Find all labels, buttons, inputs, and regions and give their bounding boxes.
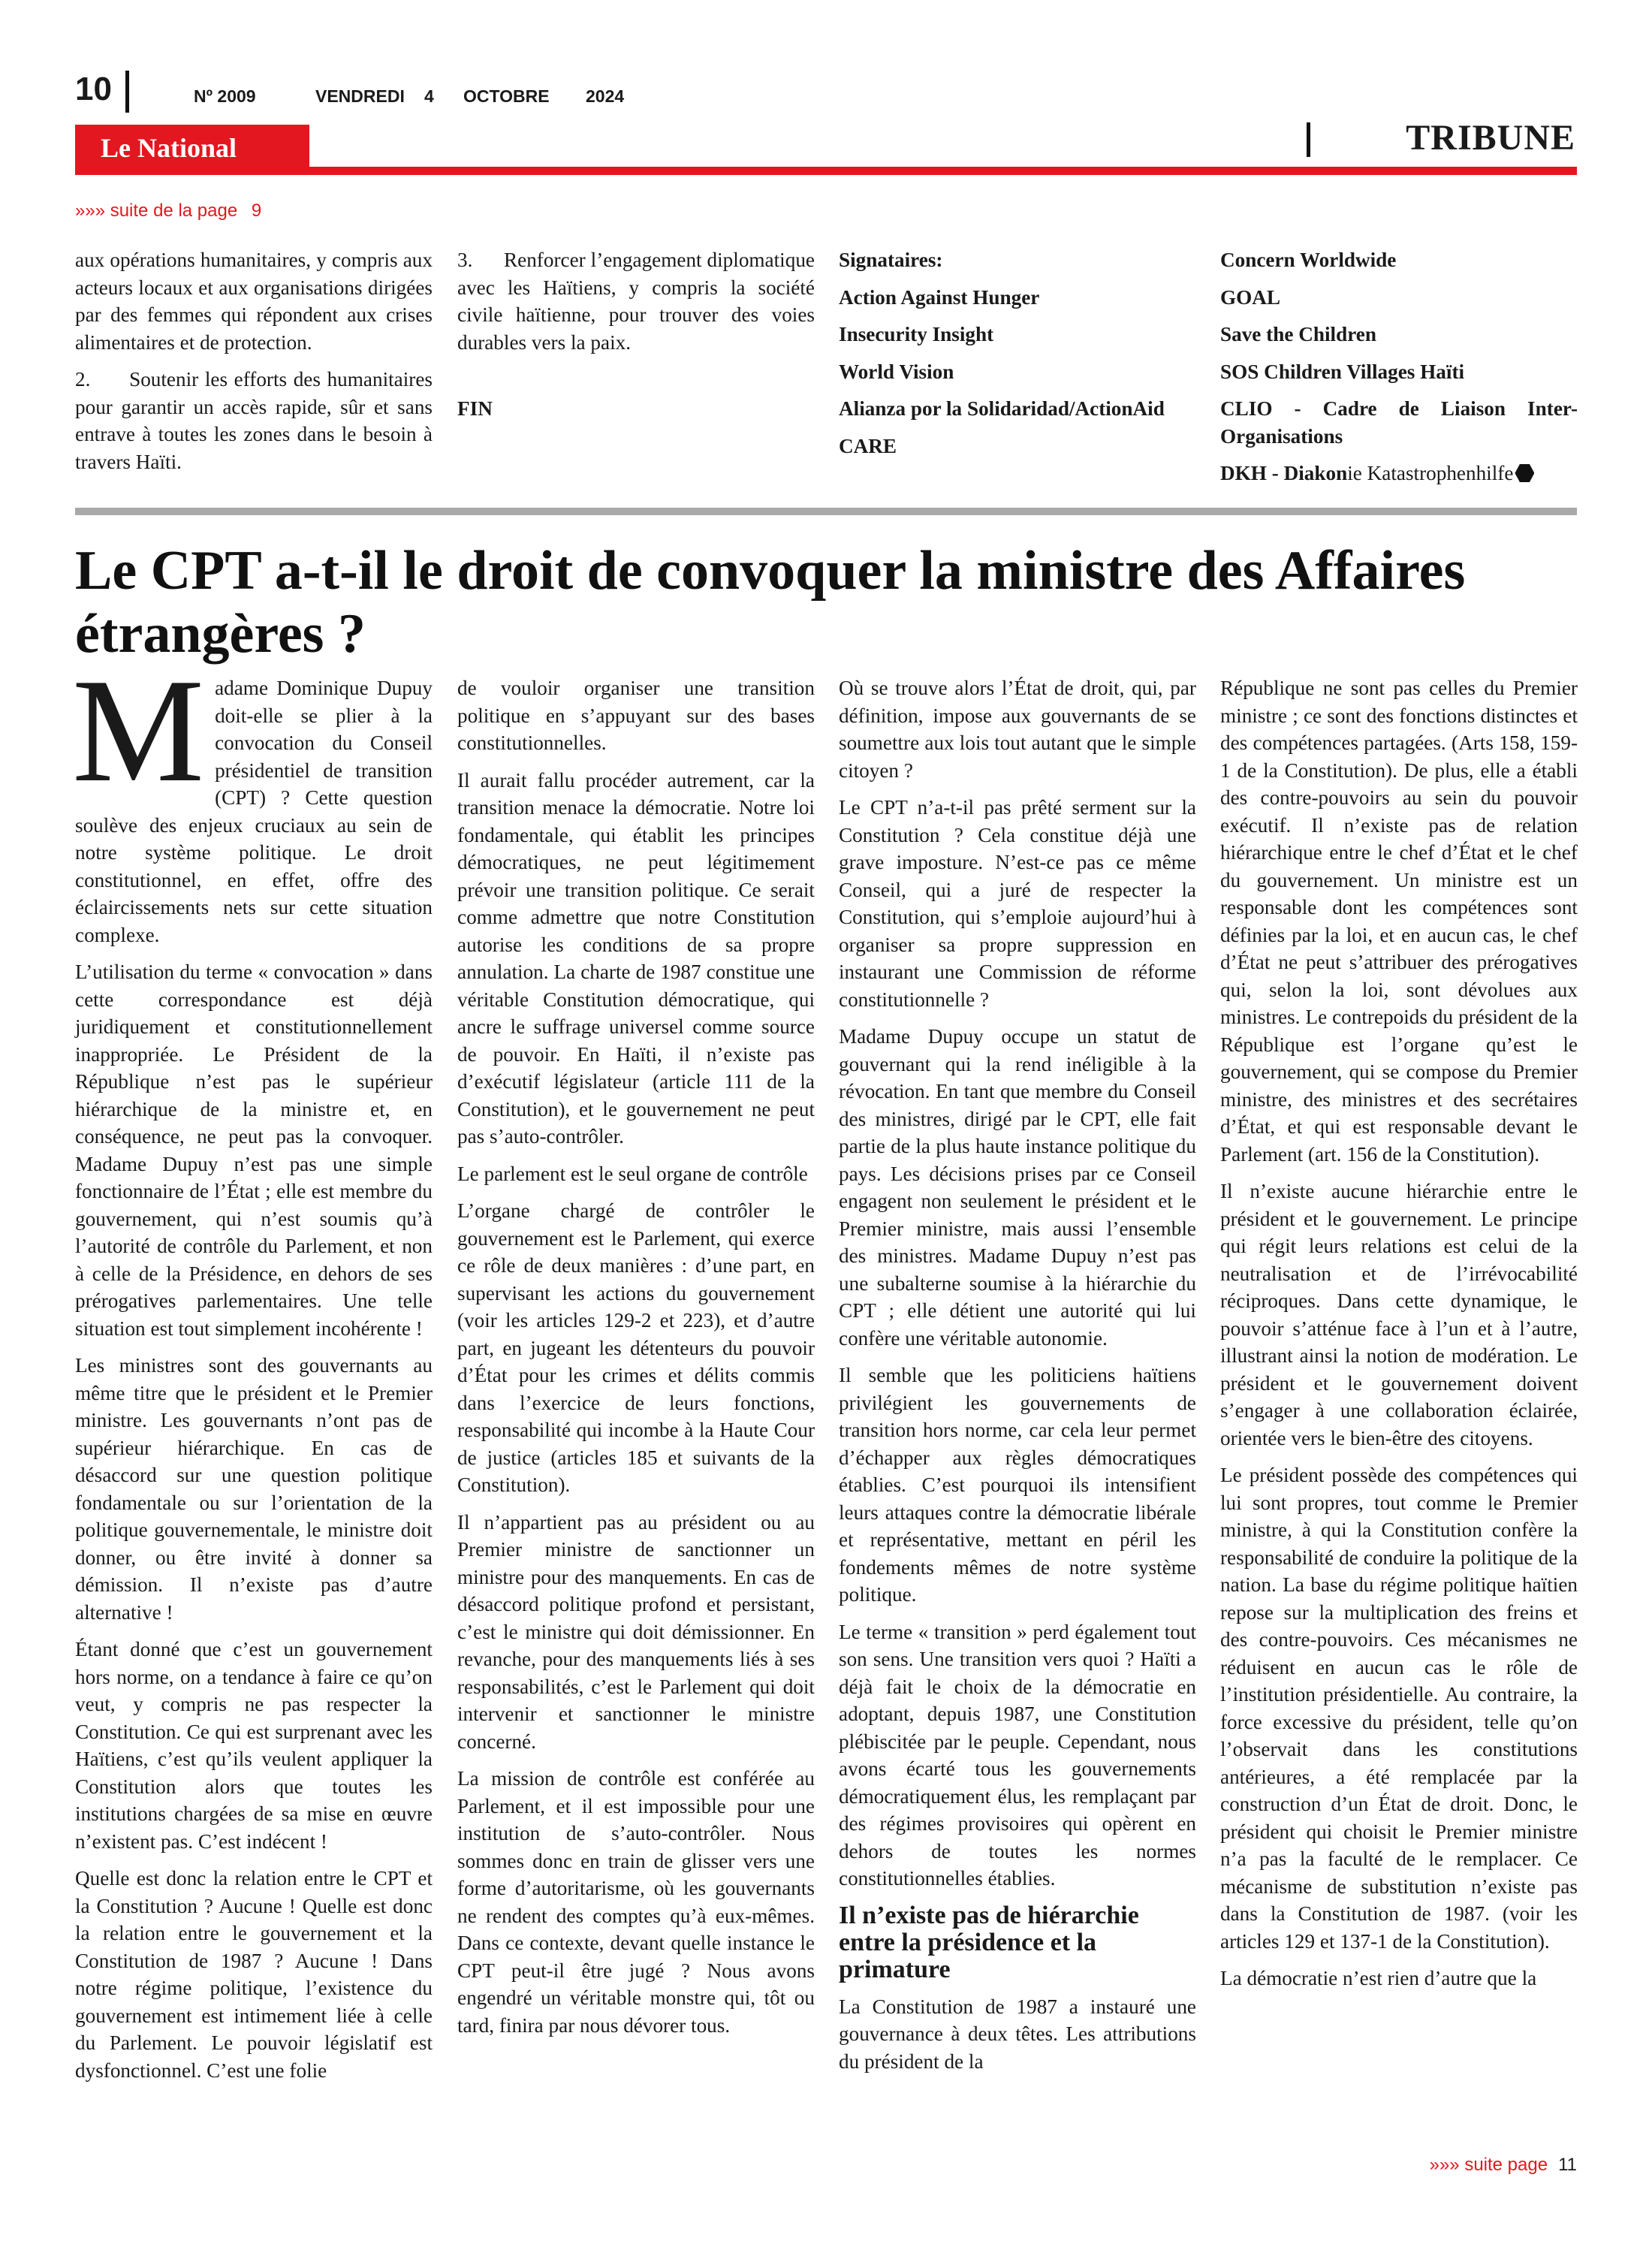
paragraph: La mission de contrôle est conférée au Parlement, et il est impossible pour une institution de s’auto-contrôler. Nous sommes donc en train de glisser vers une forme d’autoritarisme, où les gouvernants ne rendent des comptes qu’à eux-mêmes. Dans ce contexte, devant quelle instance le CPT peut-il être jugé ? Nous avons engendré un véritable monstre qui, tôt ou tard, finira par nous dévorer tous. (457, 1767, 815, 2037)
paragraph: Le président possède des compétences qui lui sont propres, tout comme le Premier ministre, à qui la Constitution confère la responsabilité de conduire la politique de la nation. La base du régime politique haïtien repose sur la multiplication des freins et des contre-pouvoirs. Ces mécanismes ne réduisent en aucun cas le rôle de l’institution présidentielle. Au contraire, la force excessive du président, telle qu’on l’observait dans les constitutions antérieures, a été remplacée par la construction d’un État de droit. Donc, le président qui choisit le Premier ministre n’a pas la faculté de le remplacer. Ce mécanisme de substitution n’existe pas dans la Constitution de 1987. (voir les articles 129 et 137-1 de la Constitution). (1220, 1464, 1578, 1953)
continued-to-label: »»» suite page (1429, 2155, 1548, 2175)
paragraph: 3. Renforcer l’engagement diplomatique avec les Haïtiens, y compris la société civile haïtienne, pour trouver des voies durables vers la paix. (457, 249, 815, 354)
article-col3 (839, 674, 1196, 2075)
dropcap: M (72, 648, 205, 813)
paragraph: aux opérations humanitaires, y compris aux acteurs locaux et aux organisations dirigées par des femmes qui répondent aux crises alimentaires et de protection. (75, 249, 433, 354)
paragraph: Étant donné que c’est un gouvernement hors norme, on a tendance à faire ce qu’on veut, y compris ne pas respecter la Constitution. Ce qui est surprenant avec les Haïtiens, c’est qu’ils veulent appliquer la Constitution alors que toutes les institutions chargées de sa mise en œuvre n’existent pas. C’est indécent ! (75, 1638, 433, 1853)
paragraph: 2. Soutenir les efforts des humanitaires pour garantir un accès rapide, sûr et sans entrave à toutes les zones dans le besoin à travers Haïti. (75, 368, 433, 473)
continued-from-page: 9 (251, 201, 262, 221)
article-separator (75, 508, 1577, 515)
paragraph: L’utilisation du terme « convocation » dans cette correspondance est déjà juridiquement et constitutionnellement inappropriée. Le Président de la République n’est pas le supérieur hiérarchique de la ministre et, en conséquence, ne peut pas la convoquer. Madame Dupuy n’est pas une simple fonctionnaire de l’État ; elle est membre du gouvernement, qui n’est soumis qu’à l’autorité de contrôle du Parlement, et non à celle de la Présidence, en dehors de ses prérogatives parlementaires. Une telle situation est tout simplement incohérente ! (75, 961, 433, 1340)
signatory-last-regular: ie Katastrophenhilfe (1347, 462, 1514, 484)
paragraph: L’organe chargé de contrôler le gouvernement est le Parlement, qui exerce ce rôle de deux manières : d’une part, en supervisant les actions du gouvernement (voir les articles 129-2 et 223), et d’autre part, en jugeant les détenteurs du pouvoir d’État pour les crimes et délits commis dans l’exercice de leurs fonctions, responsabilité qui incombe à la Haute Cour de justice (articles 185 et suivants de la Constitution). (457, 1199, 815, 1496)
paragraph: Il semble que les politiciens haïtiens privilégient les gouvernements de transition hors norme, car cela leur permet d’échapper aux règles démocratiques établies. C’est pourquoi ils intensifient leurs attaques contre la démocratie libérale et représentative, mettant en péril les fondements mêmes de notre système politique. (839, 1364, 1196, 1606)
section-divider (1307, 122, 1310, 157)
continued-to-page: 11 (1558, 2155, 1577, 2175)
lead-paragraph (72, 648, 433, 949)
article-headline: Le CPT a-t-il le droit de convoquer la ministre des Affaires étrangères ? (75, 540, 1466, 665)
signatory: World Vision (839, 360, 954, 383)
date-day: 4 (424, 86, 434, 106)
signatory: CARE (839, 434, 897, 457)
signatory: Save the Children (1220, 323, 1376, 345)
subheading: Il n’existe pas de hiérarchie entre la présidence et la primature (839, 1901, 1139, 1983)
date-weekday: VENDREDI (315, 86, 405, 106)
issue-number: Nº 2009 (194, 86, 256, 106)
header-red-rule (75, 167, 1577, 175)
section-title: TRIBUNE (1406, 118, 1575, 158)
signatories-col1 (839, 246, 1196, 460)
article-col2 (457, 674, 815, 2039)
paragraph: Il n’appartient pas au président ou au Premier ministre de sanctionner un ministre pour des manquements. En cas de désaccord politique profond et persistant, c’est le ministre qui doit démissionner. En revanche, pour des manquements liés à ses responsabilités, c’est le Parlement qui doit intervenir et sanctionner le ministre concerné. (457, 1510, 815, 1753)
signatory: Insecurity Insight (839, 323, 994, 345)
signatory: GOAL (1220, 285, 1281, 309)
continued-from[interactable] (75, 200, 261, 222)
paragraph: La démocratie n’est rien d’autre que la (1220, 1967, 1537, 1989)
continued-to[interactable] (1430, 2154, 1577, 2176)
paragraph: Il aurait fallu procéder autrement, car la transition menace la démocratie. Notre loi fondamentale, qui établit les principes démocratiques, ne peut légitimement prévoir une transition politique. Ce serait comme admettre que notre Constitution autorise les conditions de sa propre annulation. La charte de 1987 constitue une véritable Constitution démocratique, qui ancre le suffrage universel comme source de pouvoir. En Haïti, il n’existe pas d’exécutif législateur (article 111 de la Constitution), et le gouvernement ne peut pas s’auto-contrôler. (457, 768, 815, 1148)
paragraph: Quelle est donc la relation entre le CPT et la Constitution ? Aucune ! Quelle est donc la relation entre le gouvernement et la Constitution de 1987 ? Aucune ! Dans notre régime politique, l’existence du gouvernement est intimement liée à celle du Parlement. Le pouvoir législatif est dysfonctionnel. C’est une folie (75, 1867, 433, 2082)
signatory-last-bold: DKH - Diakon (1220, 462, 1348, 484)
signatory: CLIO - Cadre de Liaison Inter-Organisations (1220, 397, 1578, 448)
paragraph: Madame Dupuy occupe un statut de gouvernant qui la rend inéligible à la révocation. En tant que membre du Conseil des ministres, dirigé par le CPT, elle fait partie de la plus haute instance politique du pays. Les décisions prises par ce Conseil engagent non seulement le président et le Premier ministre, mais aussi l’ensemble des ministres. Madame Dupuy n’est pas une subalterne soumise à la hiérarchie du CPT ; elle détient une autorité qui lui confère une véritable autonomie. (839, 1025, 1196, 1350)
header-divider (125, 71, 129, 113)
signatory: Action Against Hunger (839, 285, 1040, 309)
end-diamond-icon (1515, 464, 1534, 482)
lead-text: adame Dominique Dupuy doit-elle se plier à la convocation du Conseil présidentiel de transition (CPT) ? Cette question soulève des enjeux cruciaux au sein de notre système politique. Le droit constitutionnel, en effet, offre des éclaircissements nets sur cette situation complexe. (75, 677, 433, 946)
paragraph: Le CPT n’a-t-il pas prêté serment sur la Constitution ? Cela constitue déjà une grave imposture. N’est-ce pas ce même Conseil, qui a juré de respecter la Constitution, qui s’emploie aujourd’hui à organiser sa propre suppression en instaurant une Commission de réforme constitutionnelle ? (839, 796, 1196, 1011)
article-col1 (72, 648, 433, 2084)
signatory-last (1220, 460, 1578, 487)
signatory: SOS Children Villages Haïti (1220, 360, 1465, 383)
signatory: Alianza por la Solidaridad/ActionAid (839, 397, 1165, 420)
signatory: Concern Worldwide (1220, 249, 1397, 271)
previous-article-col2 (457, 246, 815, 423)
paragraph: République ne sont pas celles du Premier ministre ; ce sont des fonctions distinctes et des compétences partagées. (Arts 158, 159-1 de la Constitution). De plus, elle a établi des contre-pouvoirs au sein du pouvoir exécutif. Il n’existe pas de relation hiérarchique entre le chef d’État et le chef du gouvernement. Un ministre est un responsable dont les compétences sont définies par la loi, et en aucun cas, le chef d’État ne peut s’attribuer des prérogatives qui, selon la loi, sont dévolues aux ministres. Le contrepoids du président de la République est l’organe qu’est le gouvernement, qui se compose du Premier ministre, des ministres et des secrétaires d’État, et qui est responsable devant le Parlement (art. 156 de la Constitution). (1220, 677, 1578, 1166)
signatories-title: Signataires: (839, 249, 943, 271)
previous-article-col1 (75, 246, 433, 475)
paragraph: Le terme « transition » perd également tout son sens. Une transition vers quoi ? Haïti a déjà fait le choix de la démocratie en adoptant, depuis 1987, une Constitution plébiscitée par le peuple. Cependant, nous avons écarté tous les gouvernements démocratiquement élus, les remplaçant par des régimes provisoires qui opèrent en dehors de toutes les normes constitutionnelles établies. (839, 1620, 1196, 1890)
paragraph: Où se trouve alors l’État de droit, qui, par définition, impose aux gouvernants de se soumettre aux lois tout autant que le simple citoyen ? (839, 677, 1196, 782)
continued-from-label: »»» suite de la page (75, 201, 238, 221)
paragraph: La Constitution de 1987 a instauré une gouvernance à deux têtes. Les attributions du président de la (839, 1995, 1196, 2073)
end-marker-text: FIN (457, 397, 493, 420)
date-year: 2024 (586, 86, 625, 106)
paragraph: Les ministres sont des gouvernants au même titre que le président et le Premier ministre. Les gouvernants n’ont pas de supérieur hiérarchique. En cas de désaccord sur une question politique fondamentale ou sur l’orientation de la politique gouvernementale, le ministre doit donner, ou être invité à donner sa démission. Il n’existe pas d’autre alternative ! (75, 1354, 433, 1624)
paragraph: Il n’existe aucune hiérarchie entre le président et le gouvernement. Le principe qui régit leurs relations est celui de la neutralisation et de l’irrévocabilité réciproques. Dans cette dynamique, le pouvoir s’atténue face à l’un et à l’autre, illustrant ainsi la notion de modération. Le président et le gouvernement doivent s’engager à une collaboration éclairée, orientée vers le bien-être des citoyens. (1220, 1180, 1578, 1449)
date-month: OCTOBRE (463, 86, 550, 106)
paragraph: de vouloir organiser une transition politique en s’appuyant sur des bases constitutionnelles. (457, 677, 815, 754)
article-col4 (1220, 674, 1578, 1992)
brand-name: Le National (101, 133, 237, 163)
intertitle: Le parlement est le seul organe de contrôle (457, 1162, 808, 1185)
page-number: 10 (75, 71, 112, 107)
signatories-col2 (1220, 246, 1578, 487)
